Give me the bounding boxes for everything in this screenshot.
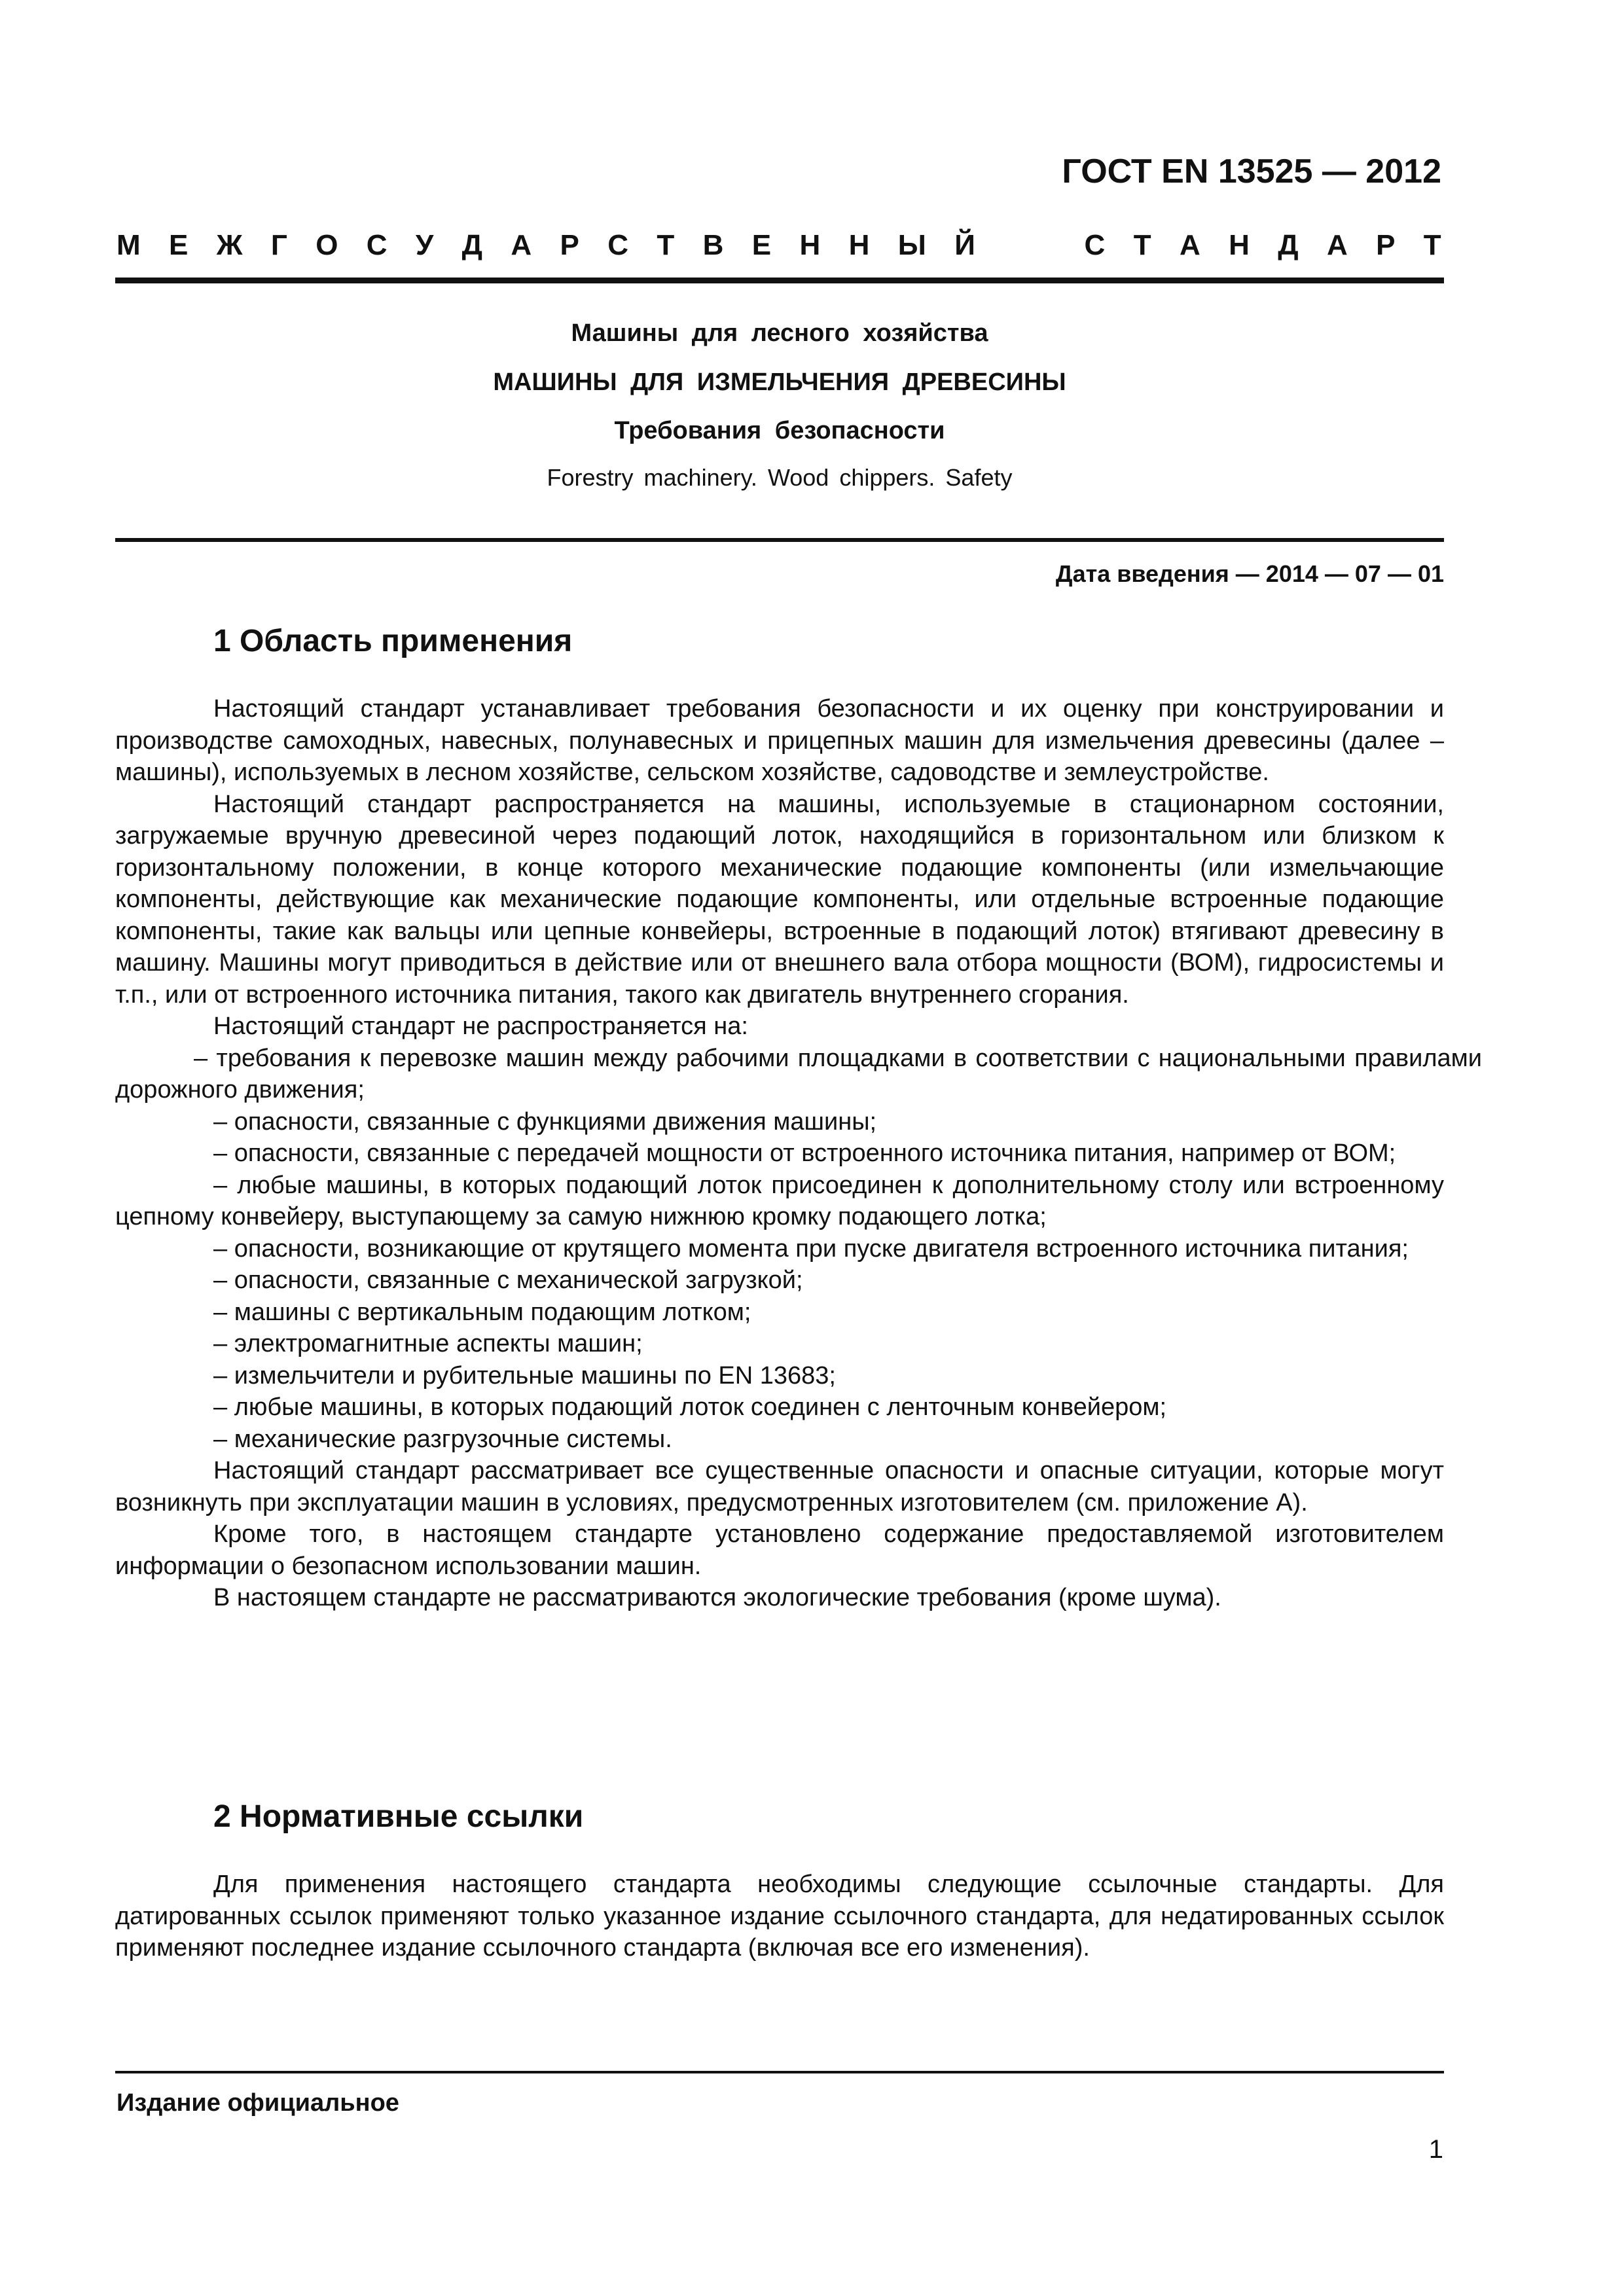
list-item: – опасности, возникающие от крутящего момента при пуске двигателя встроенного источника питания; [213,1234,1409,1263]
title-main: МАШИНЫ ДЛЯ ИЗМЕЛЬЧЕНИЯ ДРЕВЕСИНЫ [493,368,1066,396]
section-1-heading: 1 Область применения [213,624,573,658]
section-2-body [115,1869,1444,1964]
edition-label: Издание официальное [117,2089,399,2117]
heading-letter: Ж [216,229,243,261]
heading-letter: Р [1376,229,1396,261]
title-english: Forestry machinery. Wood chippers. Safety [547,464,1013,491]
heading-letter: А [1326,229,1348,261]
paragraph: Для применения настоящего стандарта необходимы следующие ссылочные стандарты. Для датированных ссылок применяют только указанное издание ссылочного стандарта, для недатированных ссылок применяют последнее издание ссылочного стандарта (включая все его изменения). [115,1871,1444,1962]
heading-letter: Е [169,229,189,261]
list-item: – любые машины, в которых подающий лоток присоединен к дополнительному столу или встроенному цепному конвейеру, выступающему за самую нижнюю кромку подающего лотка; [115,1171,1444,1230]
list-item: – опасности, связанные с передачей мощности от встроенного источника питания, например от ВОМ; [213,1139,1396,1167]
heading-letter: Д [461,229,483,261]
list-item: – опасности, связанные с функциями движения машины; [213,1107,877,1136]
heading-letter: А [511,229,532,261]
heading-letter: В [702,229,724,261]
heading-letter: Н [799,229,821,261]
paragraph: Настоящий стандарт распространяется на машины, используемые в стационарном состоянии, загружаемые вручную древесиной через подающий лоток, находящийся в горизонтальном или близком к горизонтальному положении, в конце которого механические подающие компоненты (или измельчающие компоненты, действующие как механические подающие компоненты, или отдельные встроенные подающие компоненты, такие как вальцы или цепные конвейеры, встроенные в подающий лоток) втягивают древесину в машину. Машины могут приводиться в действие или от внешнего вала отбора мощности (ВОМ), гидросистемы и т.п., или от встроенного источника питания, такого как двигатель внутреннего сгорания. [115,790,1444,1009]
page-number: 1 [1428,2135,1443,2164]
gost-code: ГОСТ EN 13525 — 2012 [1062,152,1441,190]
title-category: Машины для лесного хозяйства [571,319,988,347]
introduction-date: Дата введения — 2014 — 07 — 01 [1055,560,1444,587]
list-item: – измельчители и рубительные машины по EN 13683; [213,1361,836,1390]
heading-letter: А [1179,229,1200,261]
section-1-body [115,693,1482,1614]
title-rule [115,538,1444,542]
list-item: – электромагнитные аспекты машин; [213,1330,643,1357]
heading-letter: Е [751,229,772,261]
paragraph: Настоящий стандарт рассматривает все существенные опасности и опасные ситуации, которые могут возникнуть при эксплуатации машин в условиях, предусмотренных изготовителем (см. приложение А). [115,1457,1444,1516]
paragraph: Настоящий стандарт устанавливает требования безопасности и их оценку при конструировании и производстве самоходных, навесных, полунавесных и прицепных машин для измельчения древесины (далее – машины), используемых в лесном хозяйстве, сельском хозяйстве, садоводстве и землеустройстве. [115,695,1444,786]
title-subtitle: Требования безопасности [614,417,945,444]
heading-letter: Й [954,229,975,261]
heading-letter: Н [848,229,870,261]
heading-letter: С [366,229,388,261]
list-item: – требования к перевозке машин между рабочими площадками в соответствии с национальными правилами дорожного движения; [115,1044,1482,1103]
standard-type-heading [117,229,1441,262]
heading-letter: М [117,229,141,261]
footer-rule [115,2071,1444,2073]
paragraph: В настоящем стандарте не рассматриваются экологические требования (кроме шума). [213,1584,1221,1611]
heading-letter: Ы [897,229,926,261]
list-item: – машины с вертикальным подающим лотком; [213,1298,751,1326]
heading-letter: О [316,229,338,261]
heading-letter: Т [1423,229,1441,261]
heading-letter: С [607,229,629,261]
heading-letter: Д [1278,229,1299,261]
heading-letter: С [1084,229,1106,261]
heading-letter: Т [1133,229,1151,261]
list-item: – механические разгрузочные системы. [213,1425,672,1453]
header-rule [115,278,1444,283]
paragraph: Настоящий стандарт не распространяется на: [213,1013,748,1040]
heading-letter: У [415,229,434,261]
list-item: – любые машины, в которых подающий лоток соединен с ленточным конвейером; [213,1393,1167,1421]
heading-letter: Г [270,229,287,261]
section-2-heading: 2 Нормативные ссылки [213,1799,584,1834]
paragraph: Кроме того, в настоящем стандарте установлено содержание предоставляемой изготовителем информации о безопасном использовании машин. [115,1520,1444,1580]
heading-letter: Т [657,229,675,261]
list-item: – опасности, связанные с механической загрузкой; [213,1266,803,1294]
heading-letter: Н [1229,229,1250,261]
word-gap [1003,229,1056,262]
heading-letter: Р [560,229,579,261]
